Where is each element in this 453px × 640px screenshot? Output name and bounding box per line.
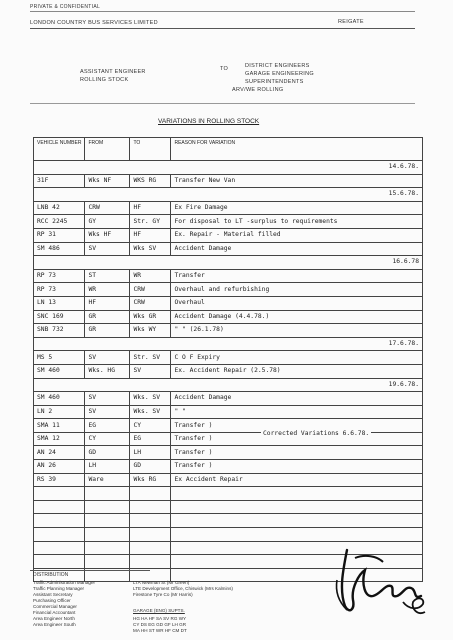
variations-table (33, 137, 423, 582)
vehicle-cell: SMA 11 (34, 419, 85, 433)
vehicle-cell: SMA 12 (34, 432, 85, 446)
from-cell: EG (85, 419, 130, 433)
from-cell (85, 514, 130, 528)
from-block (80, 68, 146, 84)
reason-cell: Accident Damage (4.4.78.) (171, 310, 423, 324)
date-cell: 15.6.78. (34, 188, 423, 202)
table-row (34, 242, 423, 256)
distribution-rule (30, 570, 150, 571)
vehicle-cell (34, 555, 85, 569)
from-cell: SV (85, 242, 130, 256)
reason-cell: C O F Expiry (171, 351, 423, 365)
table-row (34, 487, 423, 501)
from-cell (85, 500, 130, 514)
from-cell (85, 487, 130, 501)
document-title: VARIATIONS IN ROLLING STOCK (158, 118, 260, 125)
to-cell: Wks RG (130, 473, 171, 487)
to-cell: GD (130, 460, 171, 474)
vehicle-cell: MS 5 (34, 351, 85, 365)
vehicle-cell: SM 460 (34, 392, 85, 406)
to-cell (130, 541, 171, 555)
table-row (34, 364, 423, 378)
vehicle-cell (34, 528, 85, 542)
distribution-item: Area Engineer South (33, 622, 76, 627)
to-cell: CRW (130, 296, 171, 310)
from-cell: CY (85, 432, 130, 446)
to-line-3: SUPERINTENDENTS (245, 79, 304, 85)
from-cell: WR (85, 283, 130, 297)
location: REIGATE (338, 19, 364, 25)
table-row (34, 324, 423, 338)
table-row (34, 460, 423, 474)
from-cell: SV (85, 351, 130, 365)
distribution-item: Area Engineer North (33, 616, 75, 621)
vehicle-cell: LNB 42 (34, 201, 85, 215)
distribution-heading: DISTRIBUTION (33, 572, 69, 578)
garage-code-line: HG HA HF SA SV RG WY (133, 616, 187, 621)
to-cell: Wks SV (130, 242, 171, 256)
reason-cell: Overhaul and refurbishing (171, 283, 423, 297)
to-cell (130, 500, 171, 514)
to-cell: LH (130, 446, 171, 460)
reason-cell: Overhaul (171, 296, 423, 310)
reason-cell: For disposal to LT -surplus to requirements (171, 215, 423, 229)
to-cell (130, 514, 171, 528)
table-row (34, 514, 423, 528)
vehicle-cell: SM 460 (34, 364, 85, 378)
to-cell: CRW (130, 283, 171, 297)
reason-cell: Ex. Accident Repair (2.5.78) (171, 364, 423, 378)
from-cell: Wks. HG (85, 364, 130, 378)
distribution-right-list (133, 580, 233, 598)
table-header (34, 138, 423, 161)
reason-cell: Ex. Repair - Material filled (171, 228, 423, 242)
from-cell: Wks NF (85, 174, 130, 188)
vehicle-cell: LN 2 (34, 405, 85, 419)
table-row (34, 351, 423, 365)
table-row (34, 405, 423, 419)
vehicle-cell: SNC 169 (34, 310, 85, 324)
distribution-item: Traffic Administration Manager (33, 580, 96, 585)
from-cell: GR (85, 324, 130, 338)
reason-cell: Transfer ) (171, 419, 423, 433)
date-row (34, 188, 423, 202)
table-row (34, 446, 423, 460)
table-row (34, 283, 423, 297)
reason-cell (171, 500, 423, 514)
garage-code-line: MA HH ST WR HF CM DT (133, 628, 187, 633)
distribution-left-list (33, 580, 95, 628)
confidential-line: PRIVATE & CONFIDENTIAL (30, 4, 101, 10)
to-cell: HF (130, 201, 171, 215)
distribution-item: Firestone Tyre Co (Mr Harris) (133, 592, 193, 597)
reason-cell: " " (171, 405, 423, 419)
to-cell (130, 487, 171, 501)
reason-cell: Transfer New Van (171, 174, 423, 188)
from-cell: Ware (85, 473, 130, 487)
date-cell: 19.6.78. (34, 378, 423, 392)
reason-cell: Accident Damage (171, 392, 423, 406)
date-row (34, 337, 423, 351)
to-cell: SV (130, 364, 171, 378)
from-cell: SV (85, 392, 130, 406)
from-cell (85, 541, 130, 555)
vehicle-cell: RS 39 (34, 473, 85, 487)
table-row (34, 473, 423, 487)
reason-cell: Ex Accident Repair (171, 473, 423, 487)
header-to: TO (130, 138, 171, 161)
from-cell: GY (85, 215, 130, 229)
to-cell: WR (130, 269, 171, 283)
from-line-2: ROLLING STOCK (80, 77, 129, 83)
table-row (34, 228, 423, 242)
table-row (34, 201, 423, 215)
table-row (34, 296, 423, 310)
vehicle-cell: RP 31 (34, 228, 85, 242)
distribution-item: LTE Development Office, Chiswick (Mrs Kalmins) (133, 586, 233, 591)
to-line-1: DISTRICT ENGINEERS (245, 63, 310, 69)
table-row (34, 310, 423, 324)
vehicle-cell (34, 487, 85, 501)
address-rule (30, 103, 415, 104)
from-line-1: ASSISTANT ENGINEER (80, 69, 146, 75)
distribution-item: Commercial Manager (33, 604, 77, 609)
header-reason: REASON FOR VARIATION (171, 138, 423, 161)
distribution-item: Financial Accountant (33, 610, 76, 615)
to-block (245, 62, 314, 86)
to-cell (130, 528, 171, 542)
reason-cell: Transfer (171, 269, 423, 283)
from-cell: ST (85, 269, 130, 283)
vehicle-cell: SM 486 (34, 242, 85, 256)
from-cell (85, 555, 130, 569)
to-cell: HF (130, 228, 171, 242)
from-cell: GD (85, 446, 130, 460)
from-cell: HF (85, 296, 130, 310)
from-cell: LH (85, 460, 130, 474)
vehicle-cell (34, 541, 85, 555)
corrected-note: Corrected Variations 6.6.78. (263, 430, 370, 437)
distribution-item: Purchasing Officer (33, 598, 71, 603)
header-vehicle: VEHICLE NUMBER (34, 138, 85, 161)
table-row (34, 215, 423, 229)
vehicle-cell: RP 73 (34, 283, 85, 297)
date-cell: 17.6.78. (34, 337, 423, 351)
distribution-item: Assistant Secretary (33, 592, 73, 597)
to-cell: EG (130, 432, 171, 446)
vehicle-cell: RCC 2245 (34, 215, 85, 229)
vehicle-cell: AN 24 (34, 446, 85, 460)
garage-heading: GARAGE (ENG) SUPTS. (133, 608, 185, 613)
date-cell: 16.6.78 (34, 256, 423, 270)
handwritten-signature (325, 540, 430, 620)
to-cell: Wks GR (130, 310, 171, 324)
to-label: TO (220, 66, 229, 72)
reason-cell: " " (26.1.78) (171, 324, 423, 338)
to-cell: Str. GY (130, 215, 171, 229)
vehicle-cell: AN 26 (34, 460, 85, 474)
distribution-item: Traffic Planning Manager (33, 586, 85, 591)
date-cell: 14.6.78. (34, 161, 423, 175)
distribution-item: LTA Newman St (Mr Green) (133, 580, 190, 585)
to-cell (130, 555, 171, 569)
from-cell: Wks HF (85, 228, 130, 242)
garage-code-line: CY DS EG GD GF LH GR (133, 622, 187, 627)
from-cell: GR (85, 310, 130, 324)
vehicle-cell: RP 73 (34, 269, 85, 283)
reason-cell (171, 487, 423, 501)
company-name: LONDON COUNTRY BUS SERVICES LIMITED (30, 20, 158, 26)
date-row (34, 161, 423, 175)
reason-cell (171, 514, 423, 528)
top-rule (30, 11, 415, 12)
reason-cell: Ex Fire Damage (171, 201, 423, 215)
reference: ARV/WE ROLLING (232, 87, 284, 93)
vehicle-cell: 31F (34, 174, 85, 188)
reason-cell: Accident Damage (171, 242, 423, 256)
date-row (34, 256, 423, 270)
to-cell: Str. SV (130, 351, 171, 365)
date-row (34, 378, 423, 392)
to-cell: WKS RG (130, 174, 171, 188)
header-rule (30, 28, 415, 29)
to-line-2: GARAGE ENGINEERING (245, 71, 314, 77)
header-from: FROM (85, 138, 130, 161)
to-cell: Wks WY (130, 324, 171, 338)
table-row (34, 269, 423, 283)
vehicle-cell (34, 500, 85, 514)
table-row (34, 174, 423, 188)
table-row (34, 500, 423, 514)
table-row (34, 392, 423, 406)
from-cell: SV (85, 405, 130, 419)
to-cell: Wks. SV (130, 392, 171, 406)
from-cell (85, 528, 130, 542)
reason-cell: Transfer ) (171, 446, 423, 460)
vehicle-cell: SNB 732 (34, 324, 85, 338)
vehicle-cell (34, 514, 85, 528)
reason-cell: Transfer ) (171, 460, 423, 474)
to-cell: CY (130, 419, 171, 433)
to-cell: Wks. SV (130, 405, 171, 419)
from-cell: CRW (85, 201, 130, 215)
vehicle-cell: LN 13 (34, 296, 85, 310)
reason-cell: Transfer ) (171, 432, 423, 446)
garage-codes-list (133, 616, 187, 634)
